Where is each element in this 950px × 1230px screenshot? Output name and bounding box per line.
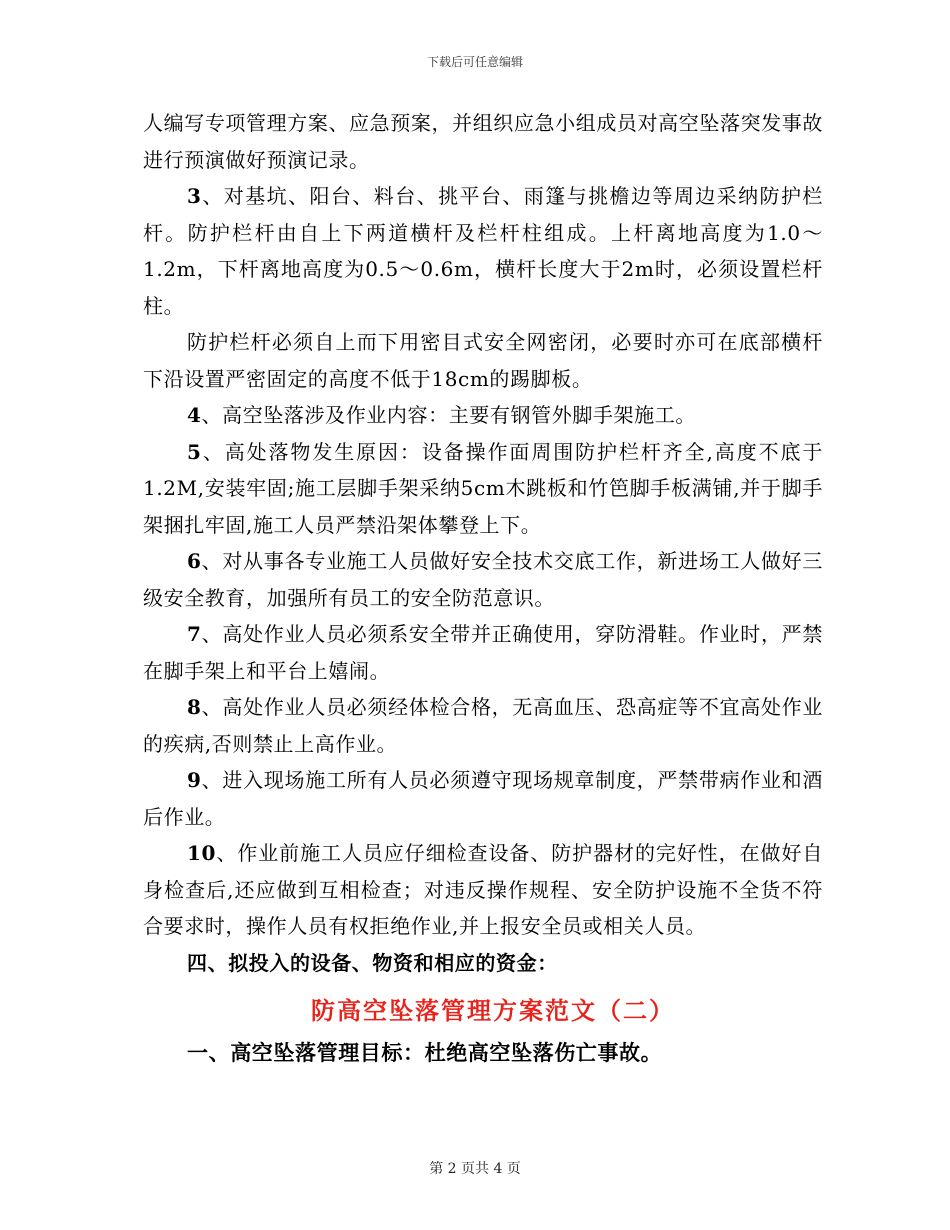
page-footer: 第 2 页共 4 页: [429, 1161, 521, 1177]
paragraph: 6、对从事各专业施工人员做好安全技术交底工作，新进场工人做好三级安全教育，加强所有员工的安全防范意识。: [143, 549, 823, 610]
paragraph: 5、高处落物发生原因：设备操作面周围防护栏杆齐全,高度不底于1.2M,安装牢固;施工层脚手架采纳5cm木跳板和竹笆脚手板满铺,并于脚手架捆扎牢固,施工人员严禁沿架体攀登上下。: [143, 439, 823, 537]
paragraph: 3、对基坑、阳台、料台、挑平台、雨篷与挑檐边等周边采纳防护栏杆。防护栏杆由自上下两道横杆及栏杆柱组成。上杆离地高度为1.0～1.2m，下杆离地高度为0.5～0.6m，横杆长度大于2m时，必须设置栏杆柱。: [143, 184, 823, 318]
paragraph: 防护栏杆必须自上而下用密目式安全网密闭，必要时亦可在底部横杆下沿设置严密固定的高度不低于18cm的踢脚板。: [143, 330, 823, 391]
document-body: [143, 105, 823, 1072]
paragraph: 4、高空坠落涉及作业内容：主要有钢管外脚手架施工。: [187, 403, 696, 427]
section-heading: 四、拟投入的设备、物资和相应的资金：: [187, 950, 558, 975]
paragraph: 10、作业前施工人员应仔细检查设备、防护器材的完好性，在做好自身检查后,还应做到互相检查；对违反操作规程、安全防护设施不全货不符合要求时，操作人员有权拒绝作业,并上报安全员或相关人员。: [143, 841, 823, 938]
paragraph: 7、高处作业人员必须系安全带并正确使用，穿防滑鞋。作业时，严禁在脚手架上和平台上嬉闹。: [143, 622, 823, 683]
paragraph: 8、高处作业人员必须经体检合格，无高血压、恐高症等不宜高处作业的疾病,否则禁止上高作业。: [143, 695, 823, 756]
paragraph: 人编写专项管理方案、应急预案，并组织应急小组成员对高空坠落突发事故进行预演做好预演记录。: [143, 111, 823, 172]
page-header: 下载后可任意编辑: [426, 55, 523, 69]
document-title: 防高空坠落管理方案范文（二）: [311, 996, 675, 1025]
section-heading: 一、高空坠落管理目标：杜绝高空坠落伤亡事故。: [187, 1040, 663, 1065]
paragraph: 9、进入现场施工所有人员必须遵守现场规章制度，严禁带病作业和酒后作业。: [143, 768, 823, 829]
